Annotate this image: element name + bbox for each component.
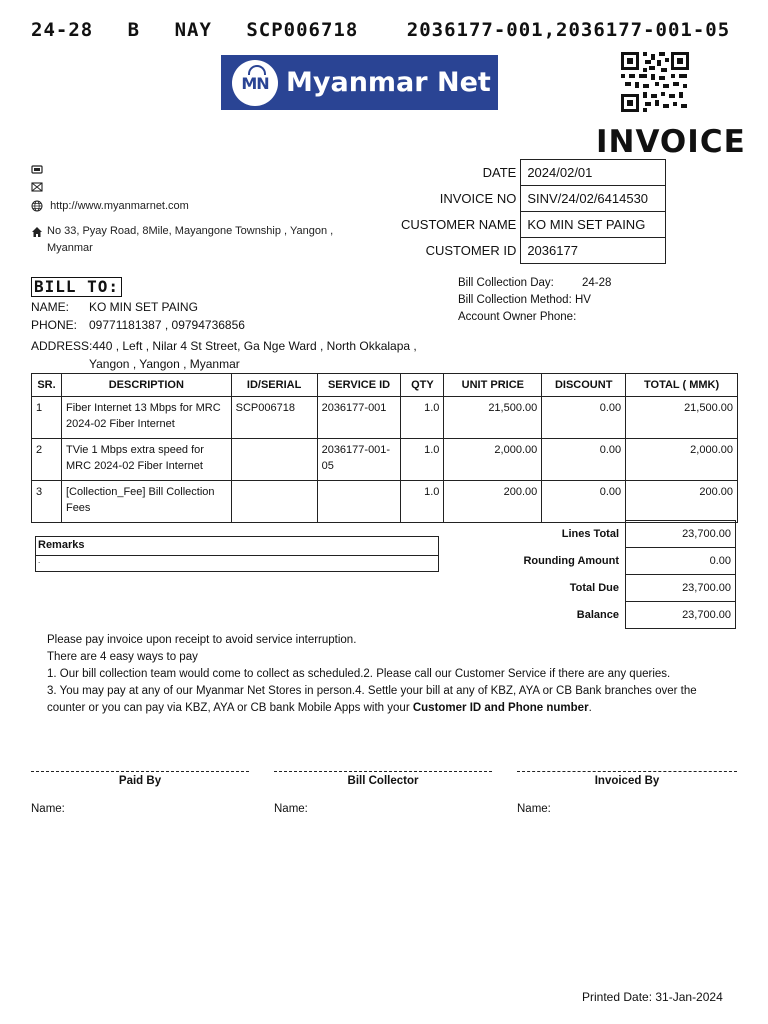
globe-icon <box>31 200 43 212</box>
bill-collector-label: Bill Collector <box>347 775 419 787</box>
notes-line-4-start: 3. You may pay at any of our Myanmar Net Stores in person.4. Settle your bill at any of KBZ, AYA or CB Bank branches over the counter or you can pay via KBZ, AYA or CB bank Mobile Apps with your <box>47 685 697 714</box>
cell-qty: 1.0 <box>401 439 444 481</box>
cell-sr: 3 <box>32 481 62 523</box>
bill-to-phone: 09771181387 , 09794736856 <box>89 318 245 332</box>
col-description: DESCRIPTION <box>61 374 231 397</box>
logo-brand-text: Myanmar Net <box>286 67 491 98</box>
phone-icon <box>31 163 43 175</box>
col-discount: DISCOUNT <box>542 374 626 397</box>
signature-line-paid-by <box>31 771 249 772</box>
bill-collector-name-label: Name: <box>274 803 308 815</box>
signature-line-bill-collector <box>274 771 492 772</box>
owner-phone-label: Account Owner Phone: <box>458 311 577 323</box>
address-row <box>31 223 333 257</box>
rounding-label: Rounding Amount <box>523 555 619 567</box>
notes-line-2: There are 4 easy ways to pay <box>47 651 198 663</box>
collection-day-code: 24-28 <box>31 19 94 41</box>
bill-to-address-line1: 440 , Left , Nilar 4 St Street, Ga Nge Ward , North Okkalapa , <box>92 339 417 353</box>
customer-name-value: KO MIN SET PAING <box>521 212 666 238</box>
remarks-label: Remarks <box>36 537 438 556</box>
collection-day-row <box>458 277 611 289</box>
cell-description: Fiber Internet 13 Mbps for MRC 2024-02 Fiber Internet <box>61 397 231 439</box>
paid-by-label: Paid By <box>118 775 162 787</box>
bill-to-address-row <box>31 337 417 373</box>
remarks-value: . <box>38 556 41 565</box>
cell-service-id: 2036177-001-05 <box>317 439 401 481</box>
invoice-title: INVOICE <box>596 124 746 160</box>
cell-unit-price: 21,500.00 <box>444 397 542 439</box>
table-row <box>32 439 738 481</box>
cell-total: 2,000.00 <box>626 439 738 481</box>
bill-to-name-row <box>31 300 198 314</box>
service-ids: 2036177-001,2036177-001-05 <box>406 19 731 41</box>
cell-service-id <box>317 481 401 523</box>
col-qty: QTY <box>401 374 444 397</box>
cell-discount: 0.00 <box>542 481 626 523</box>
remarks-box <box>35 536 439 572</box>
lines-total-row <box>470 521 736 548</box>
col-total: TOTAL ( MMK) <box>626 374 738 397</box>
cell-id-serial <box>231 481 317 523</box>
customer-id-value: 2036177 <box>521 238 666 264</box>
cell-unit-price: 2,000.00 <box>444 439 542 481</box>
notes-line-3: 1. Our bill collection team would come to collect as scheduled.2. Please call our Customer Service if there are any queries. <box>47 668 671 680</box>
email-row <box>31 181 47 193</box>
balance-value: 23,700.00 <box>626 602 736 629</box>
lines-total-value: 23,700.00 <box>626 521 736 548</box>
home-icon <box>31 226 43 238</box>
area-code: NAY <box>174 19 212 41</box>
rounding-value: 0.00 <box>626 548 736 575</box>
customer-id-label: CUSTOMER ID <box>425 243 517 258</box>
cell-total: 21,500.00 <box>626 397 738 439</box>
table-row <box>32 397 738 439</box>
header-line <box>31 19 730 41</box>
items-table <box>31 373 738 523</box>
cell-qty: 1.0 <box>401 397 444 439</box>
bill-to-address-label: ADDRESS: <box>31 339 93 353</box>
email-icon <box>31 181 43 193</box>
bill-to-address-line2: Yangon , Yangon , Myanmar <box>89 357 240 371</box>
signature-line-invoiced-by <box>517 771 737 772</box>
logo-mark-icon <box>232 60 278 106</box>
brand-logo <box>221 55 498 110</box>
notes-line-4 <box>47 683 737 717</box>
cell-id-serial: SCP006718 <box>231 397 317 439</box>
cell-description: TVie 1 Mbps extra speed for MRC 2024-02 Fiber Internet <box>61 439 231 481</box>
company-address-line1: No 33, Pyay Road, 8Mile, Mayangone Township , Yangon , <box>47 225 334 237</box>
info-row-customer-id <box>395 238 666 264</box>
total-due-row <box>470 575 736 602</box>
cell-description: [Collection_Fee] Bill Collection Fees <box>61 481 231 523</box>
logo-mark-text: MN <box>241 73 269 93</box>
invoice-no-value: SINV/24/02/6414530 <box>521 186 666 212</box>
cell-sr: 2 <box>32 439 62 481</box>
customer-name-label: CUSTOMER NAME <box>401 217 517 232</box>
cell-discount: 0.00 <box>542 397 626 439</box>
owner-phone-row <box>458 311 576 323</box>
balance-label: Balance <box>576 609 619 621</box>
info-row-date <box>395 160 666 186</box>
company-address-line2: Myanmar <box>47 242 93 254</box>
date-value: 2024/02/01 <box>521 160 666 186</box>
balance-row <box>470 602 736 629</box>
cell-total: 200.00 <box>626 481 738 523</box>
bill-to-phone-row <box>31 318 245 332</box>
website-link[interactable]: http://www.myanmarnet.com <box>50 200 189 212</box>
paid-by-name-label: Name: <box>31 803 65 815</box>
date-label: DATE <box>482 165 517 180</box>
rounding-row <box>470 548 736 575</box>
col-sr: SR. <box>32 374 62 397</box>
payment-notes <box>47 632 737 717</box>
invoice-no-label: INVOICE NO <box>439 191 517 206</box>
invoiced-by-name-label: Name: <box>517 803 551 815</box>
website-row <box>31 200 189 212</box>
serial-code: SCP006718 <box>246 19 359 41</box>
invoiced-by-label: Invoiced By <box>594 775 660 787</box>
cell-service-id: 2036177-001 <box>317 397 401 439</box>
col-service-id: SERVICE ID <box>317 374 401 397</box>
table-row <box>32 481 738 523</box>
col-id-serial: ID/SERIAL <box>231 374 317 397</box>
bill-to-phone-label: PHONE: <box>31 318 78 332</box>
info-row-customer-name <box>395 212 666 238</box>
route-code: B <box>127 19 141 41</box>
total-due-value: 23,700.00 <box>626 575 736 602</box>
totals-table <box>470 520 736 629</box>
cell-qty: 1.0 <box>401 481 444 523</box>
cell-id-serial <box>231 439 317 481</box>
bill-to-name: KO MIN SET PAING <box>89 300 198 314</box>
printed-date: Printed Date: 31-Jan-2024 <box>582 990 723 1004</box>
collection-method-label: Bill Collection Method: <box>458 294 572 306</box>
items-header-row <box>32 374 738 397</box>
notes-line-4-end: . <box>588 702 592 714</box>
bill-to-heading: BILL TO: <box>31 277 122 297</box>
qr-code-icon <box>621 52 689 112</box>
collection-method-row <box>458 294 591 306</box>
bill-to-name-label: NAME: <box>31 300 70 314</box>
cell-unit-price: 200.00 <box>444 481 542 523</box>
invoice-info-table <box>395 159 666 264</box>
collection-day-label: Bill Collection Day: <box>458 277 554 289</box>
cell-sr: 1 <box>32 397 62 439</box>
phone-row <box>31 163 47 175</box>
cell-discount: 0.00 <box>542 439 626 481</box>
collection-method-value: HV <box>574 294 591 306</box>
lines-total-label: Lines Total <box>561 528 619 540</box>
notes-line-1: Please pay invoice upon receipt to avoid service interruption. <box>47 634 357 646</box>
info-row-invoice-no <box>395 186 666 212</box>
total-due-label: Total Due <box>569 582 619 594</box>
col-unit-price: UNIT PRICE <box>444 374 542 397</box>
notes-line-4-bold: Customer ID and Phone number <box>412 702 589 714</box>
collection-day-value: 24-28 <box>582 277 612 289</box>
